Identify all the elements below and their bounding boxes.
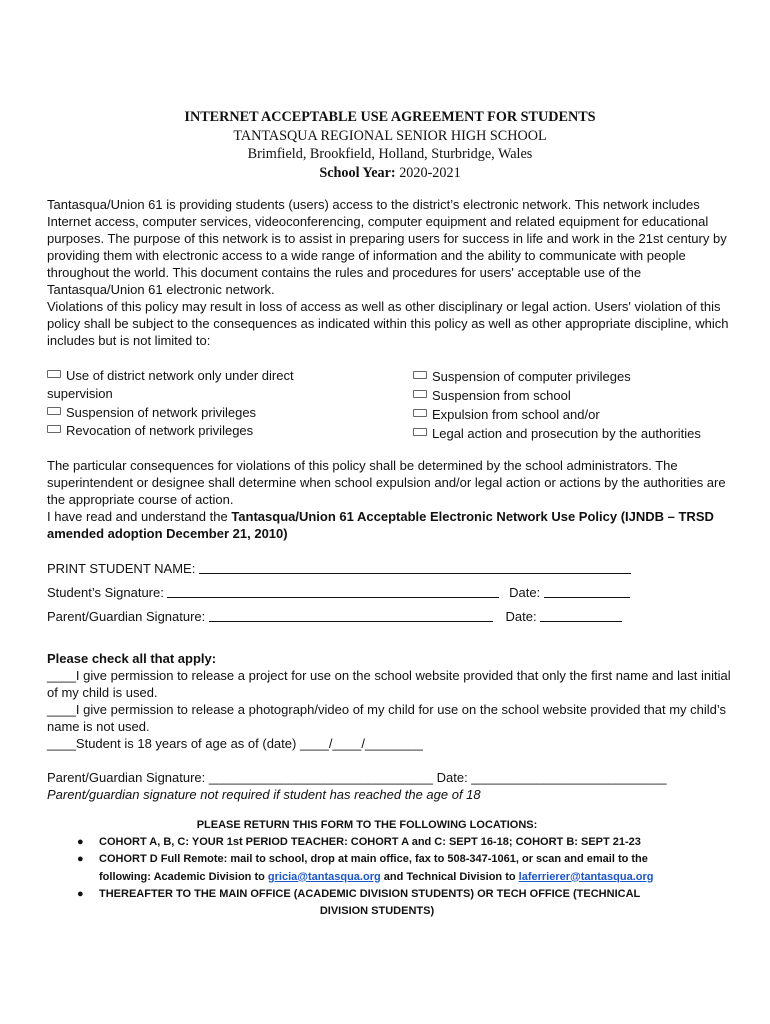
violations-paragraph: Violations of this policy may result in loss of access as well as other disciplinary or legal action. Users' violation of this policy shall be subject to the consequences as indicated within this policy as well as other appropriate discipline, which includes but is not limited to:	[47, 299, 729, 348]
list-item: Legal action and prosecution by the authorities	[413, 424, 743, 443]
school-name: TANTASQUA REGIONAL SENIOR HIGH SCHOOL	[233, 127, 547, 144]
towns-line: Brimfield, Brookfield, Holland, Sturbridge, Wales	[247, 146, 533, 162]
student-date-field[interactable]	[544, 585, 630, 598]
consequences-list-right	[413, 367, 743, 443]
list-item: Suspension of computer privileges	[413, 367, 743, 386]
list-item: ● COHORT A, B, C: YOUR 1st PERIOD TEACHER: COHORT A and C: SEPT 16-18; COHORT B: SEPT 21-23	[47, 834, 747, 851]
print-name-field[interactable]	[199, 561, 631, 574]
academic-email-link[interactable]: gricia@tantasqua.org	[267, 870, 381, 883]
school-year-value: 2020-2021	[399, 164, 461, 181]
permission-photo[interactable]: ____I give permission to release a photograph/video of my child for use on the school website provided that my child’s name is not used.	[47, 702, 727, 734]
broken-image-icon	[413, 428, 427, 436]
return-instructions	[47, 817, 747, 920]
permissions-section	[47, 650, 737, 803]
date-label: Date:	[509, 585, 541, 600]
return-continuation: DIVISION STUDENTS)	[319, 905, 435, 918]
bullet-icon: ●	[77, 887, 84, 900]
school-year-line	[0, 164, 770, 183]
list-item: Suspension from school	[413, 386, 743, 405]
student-signature-line	[47, 585, 630, 600]
broken-image-icon	[47, 407, 61, 415]
student-signature-field[interactable]	[167, 585, 499, 598]
student-signature-label: Student’s Signature:	[47, 585, 164, 600]
determination-paragraph: The particular consequences for violations of this policy shall be determined by the school administrators. The superintendent or designee shall determine when school expulsion and/or legal action or actions by the authorities are the appropriate course of action.	[47, 458, 726, 507]
date-label: Date:	[505, 609, 537, 624]
print-name-label: PRINT STUDENT NAME:	[47, 561, 196, 576]
broken-image-icon	[413, 371, 427, 379]
list-item: Suspension of network privileges	[47, 404, 337, 422]
acknowledgement-paragraph: I have read and understand the Tantasqua/Union 61 Acceptable Electronic Network Use Policy (IJNDB – TRSD amended adoption December 21, 2010)	[47, 509, 714, 541]
list-item: ● THEREAFTER TO THE MAIN OFFICE (ACADEMIC DIVISION STUDENTS) OR TECH OFFICE (TECHNICAL	[47, 886, 747, 903]
list-item: ● COHORT D Full Remote: mail to school, drop at main office, fax to 508-347-1061, or scan and email to the following: Academic Division to gricia@tantasqua.org and Technical Division to laferrierer@tantasqua.org	[77, 853, 654, 883]
consequences-list-left	[47, 367, 337, 440]
permission-age[interactable]: ____Student is 18 years of age as of (date) ____/____/________	[47, 736, 423, 751]
bullet-icon: ●	[77, 853, 84, 866]
parent-signature-line	[47, 609, 622, 624]
return-list	[47, 834, 747, 903]
broken-image-icon	[413, 409, 427, 417]
policy-name: Tantasqua/Union 61 Acceptable Electronic Network Use Policy (IJNDB – TRSD amended adoption December 21, 2010)	[47, 509, 714, 541]
parent-signature-label: Parent/Guardian Signature:	[47, 609, 206, 624]
intro-paragraph: Tantasqua/Union 61 is providing students (users) access to the district’s electronic network. This network includes Internet access, computer services, videoconferencing, computer equipment and related equipment for educational purposes. The purpose of this network is to assist in preparing users for success in life and work in the 21st century by providing them with electronic access to a wide range of information and the ability to communicate with people throughout the world. This document contains the rules and procedures for users' acceptable use of the Tantasqua/Union 61 electronic network.	[47, 197, 727, 297]
permission-project[interactable]: ____I give permission to release a project for use on the school website provided that only the first name and last initial of my child is used.	[47, 668, 731, 700]
return-heading: PLEASE RETURN THIS FORM TO THE FOLLOWING LOCATIONS:	[196, 819, 538, 831]
technical-email-link[interactable]: laferrierer@tantasqua.org	[518, 870, 654, 883]
list-item: Use of district network only under direct supervision	[47, 368, 294, 402]
list-item: Expulsion from school and/or	[413, 405, 743, 424]
broken-image-icon	[413, 390, 427, 398]
bullet-icon: ●	[77, 836, 84, 849]
school-year-label: School Year:	[319, 164, 396, 181]
document-title: INTERNET ACCEPTABLE USE AGREEMENT FOR STUDENTS	[184, 109, 596, 125]
parent-signature-field[interactable]	[209, 609, 493, 622]
determination-section	[47, 457, 737, 542]
intro-section	[47, 196, 737, 349]
print-name-line	[47, 561, 631, 576]
broken-image-icon	[47, 425, 61, 433]
signature-note: Parent/guardian signature not required if student has reached the age of 18	[47, 787, 481, 802]
parent-signature-date-line[interactable]: Parent/Guardian Signature: _______________________________ Date: ___________________________	[47, 770, 667, 785]
document-header	[0, 108, 770, 182]
parent-date-field[interactable]	[540, 609, 622, 622]
broken-image-icon	[47, 370, 61, 378]
permissions-title: Please check all that apply:	[47, 651, 217, 666]
list-item: Revocation of network privileges	[47, 422, 337, 440]
